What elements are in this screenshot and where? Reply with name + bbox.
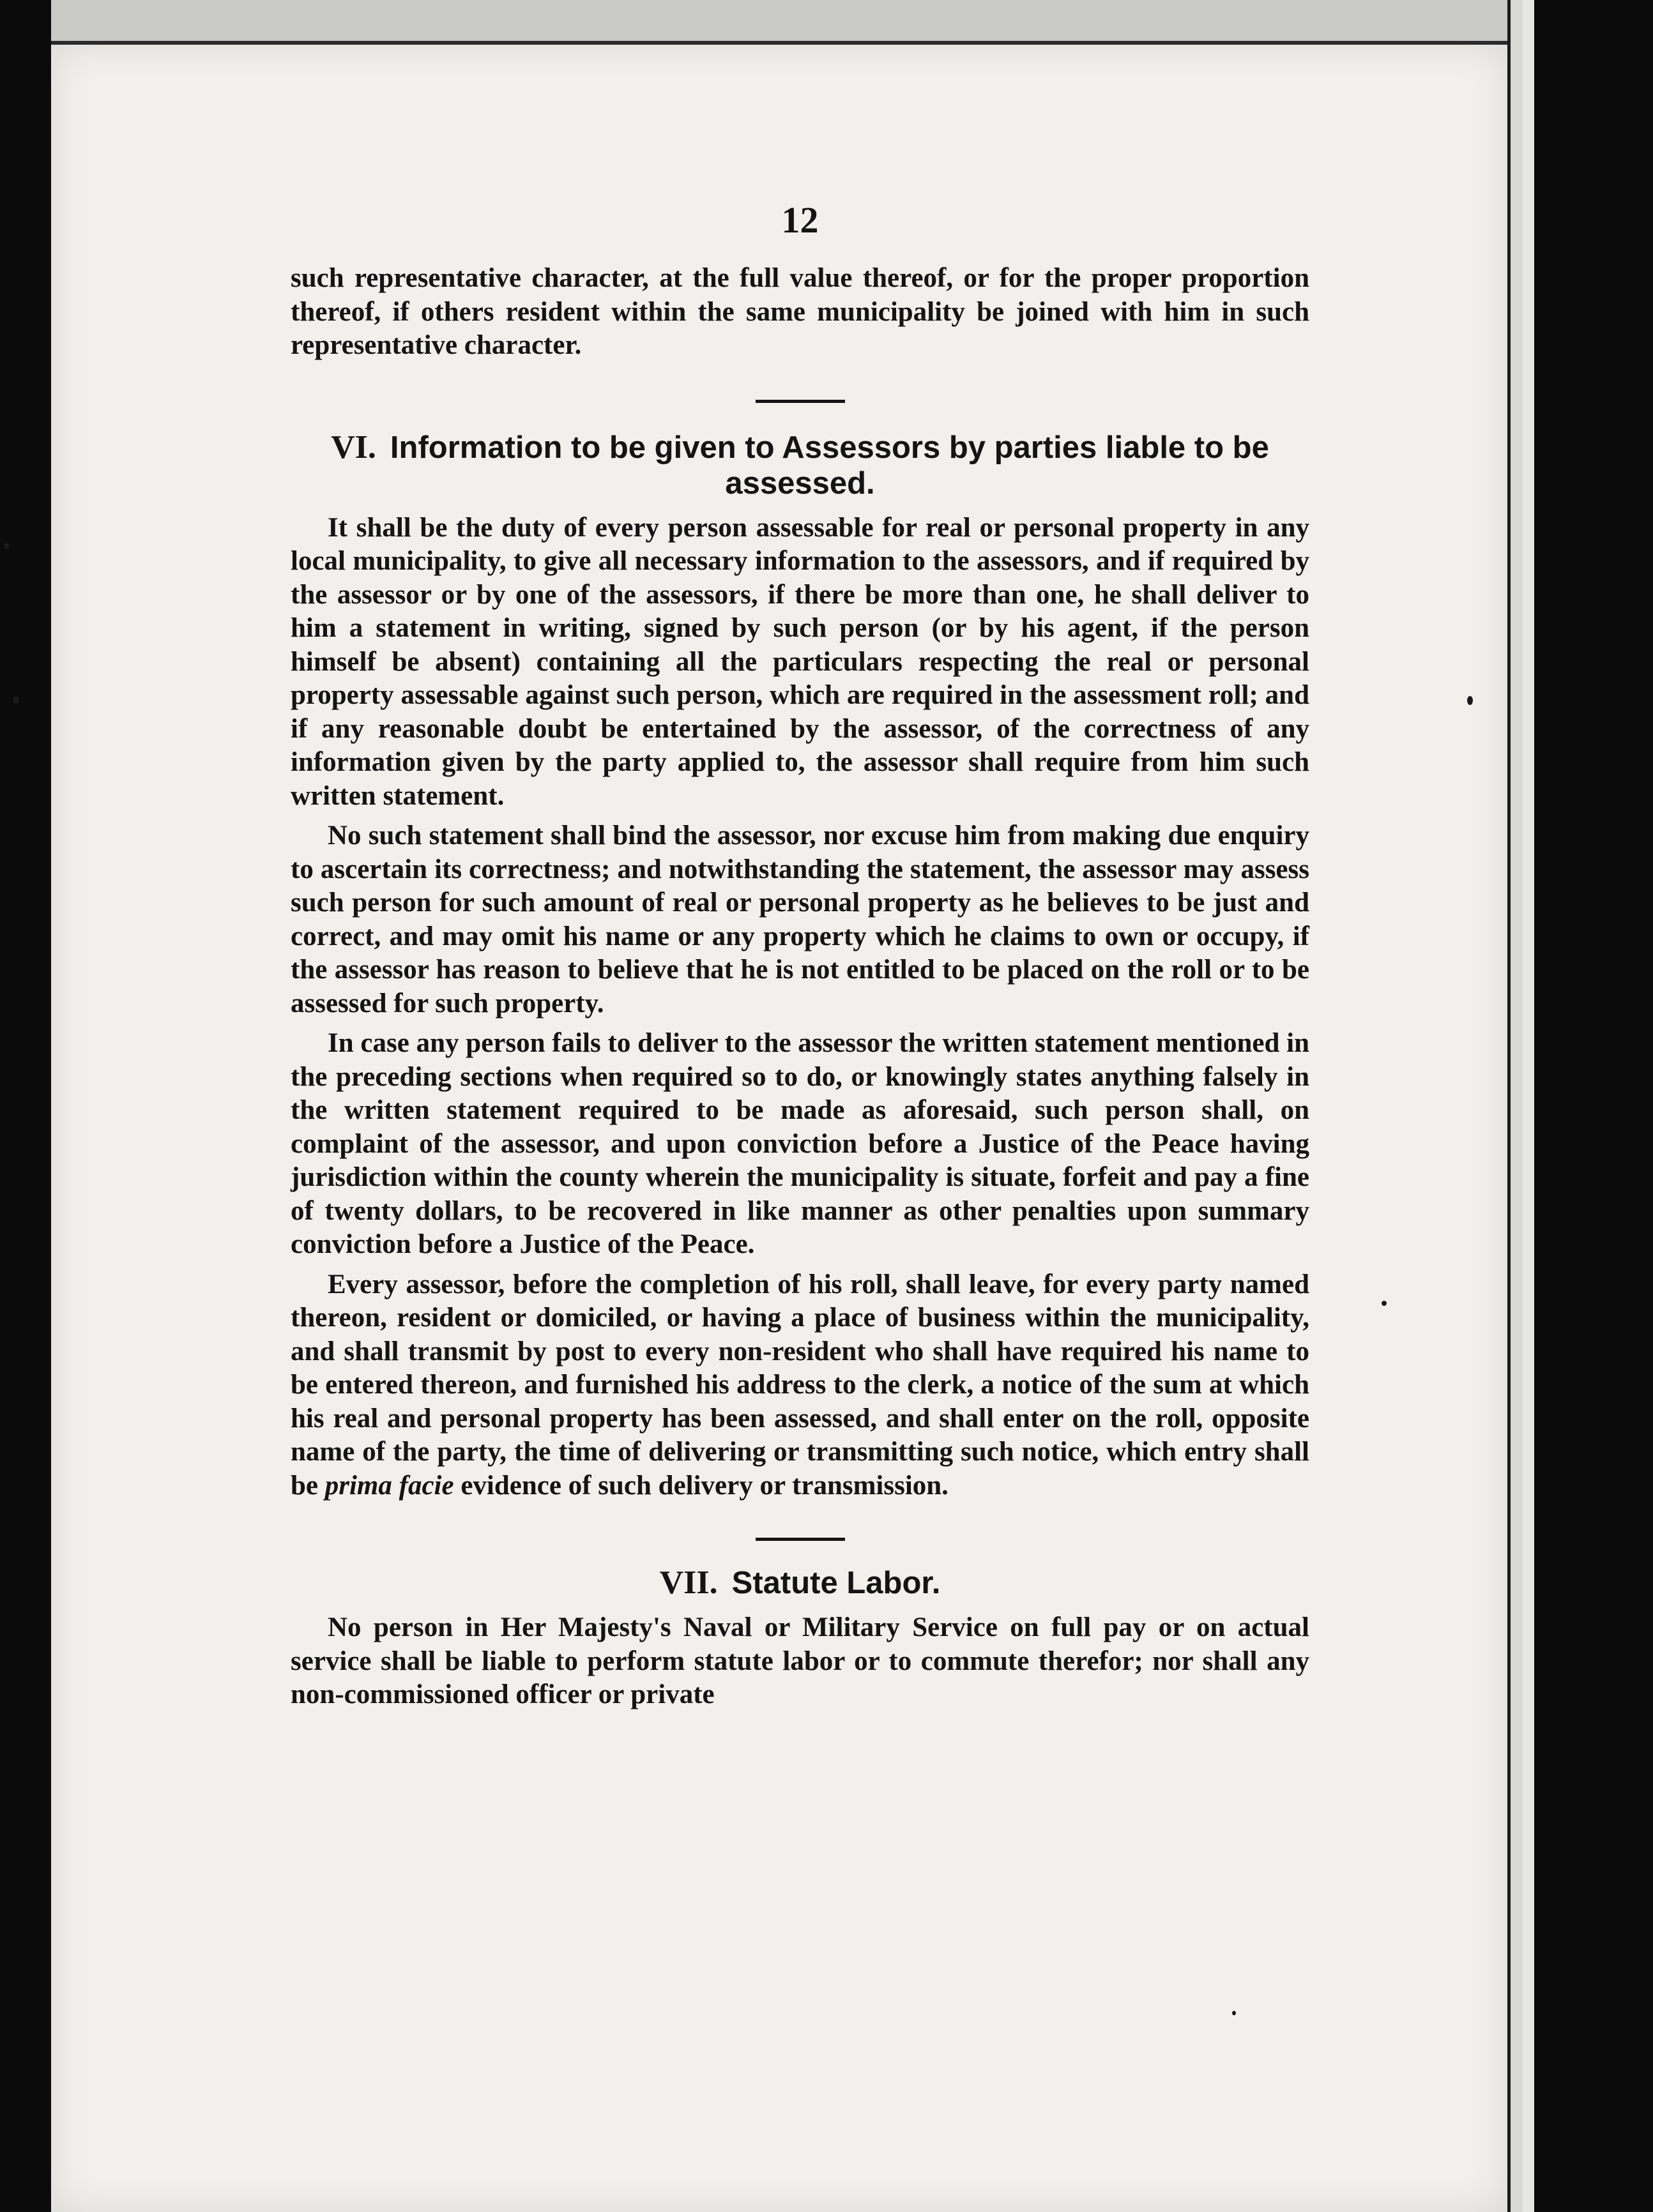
section-title: Statute Labor.	[731, 1566, 941, 1600]
page-number: 12	[781, 199, 819, 241]
italic-phrase: prima facie	[324, 1470, 454, 1501]
paragraph-text: Every assessor, before the completion of his roll, shall leave, for every party named thereon, resident or domiciled, or having a place of business within the municipality, and shall transmit by post to every non-resident who shall have required his name to be entered thereon, and furnished his address to the clerk, a notice of the sum at which his real and personal property has been assessed, and shall enter on the roll, opposite name of the party, the time of delivering or transmitting such notice, which entry shall be	[291, 1269, 1309, 1501]
section-divider	[756, 1538, 845, 1541]
section-divider	[756, 400, 845, 403]
dust-speck	[1467, 696, 1473, 705]
paragraph: In case any person fails to deliver to the assessor the written statement mentioned in the preceding sections when required so to do, or knowingly states anything falsely in the written statement required to be made as aforesaid, such person shall, on complaint of the assessor, and upon conviction before a Justice of the Peace having jurisdiction within the county wherein the municipality is situate, forfeit and pay a fine of twenty dollars, to be recovered in like manner as other penalties upon summary conviction before a Justice of the Peace.	[291, 1028, 1309, 1259]
section-heading-vi	[291, 430, 1309, 501]
page-right-edge	[1507, 0, 1523, 2212]
paragraph: No such statement shall bind the assessor, nor excuse him from making due enquiry to ascertain its correctness; and notwithstanding the statement, the assessor may assess such person for such amount of real or personal property as he believes to be just and correct, and may omit his name or any property which he claims to own or occupy, if the assessor has reason to believe that he is not entitled to be placed on the roll or to be assessed for such property.	[291, 821, 1309, 1019]
paragraph-text: evidence of such delivery or transmission.	[453, 1470, 948, 1501]
dust-speck	[4, 543, 9, 549]
paragraph: It shall be the duty of every person assessable for real or personal property in any local municipality, to give all necessary information to the assessors, and if required by the assessor or by one of the assessors, if there be more than one, he shall deliver to him a statement in writing, signed by such person (or by his agent, if the person himself be absent) containing all the particulars respecting the real or personal property assessable against such person, which are required in the assessment roll; and if any reasonable doubt be entertained by the assessor, of the correctness of any information given by the party applied to, the assessor shall require from him such written statement.	[291, 512, 1309, 811]
continuation-paragraph: such representative character, at the full value thereof, or for the proper proportion thereof, if others resident within the same municipality be joined with him in such representative character.	[291, 263, 1309, 360]
section-numeral: VI.	[331, 428, 376, 466]
section-title: Information to be given to Assessors by parties liable to be assessed.	[390, 430, 1269, 501]
paragraph-with-italic	[291, 1268, 1309, 1503]
paragraph: No person in Her Majesty's Naval or Military Service on full pay or on actual service shall be liable to perform statute labor or to commute therefor; nor shall any non-commissioned officer or private	[291, 1612, 1309, 1709]
dust-speck	[1382, 1301, 1387, 1306]
book-spine	[1523, 0, 1534, 2212]
document-body	[291, 198, 1309, 1718]
page-top-edge	[51, 0, 1520, 45]
section-heading-vii	[291, 1565, 1309, 1601]
dust-speck	[13, 696, 19, 704]
section-numeral: VII.	[659, 1564, 718, 1601]
dust-speck	[1232, 2011, 1236, 2015]
